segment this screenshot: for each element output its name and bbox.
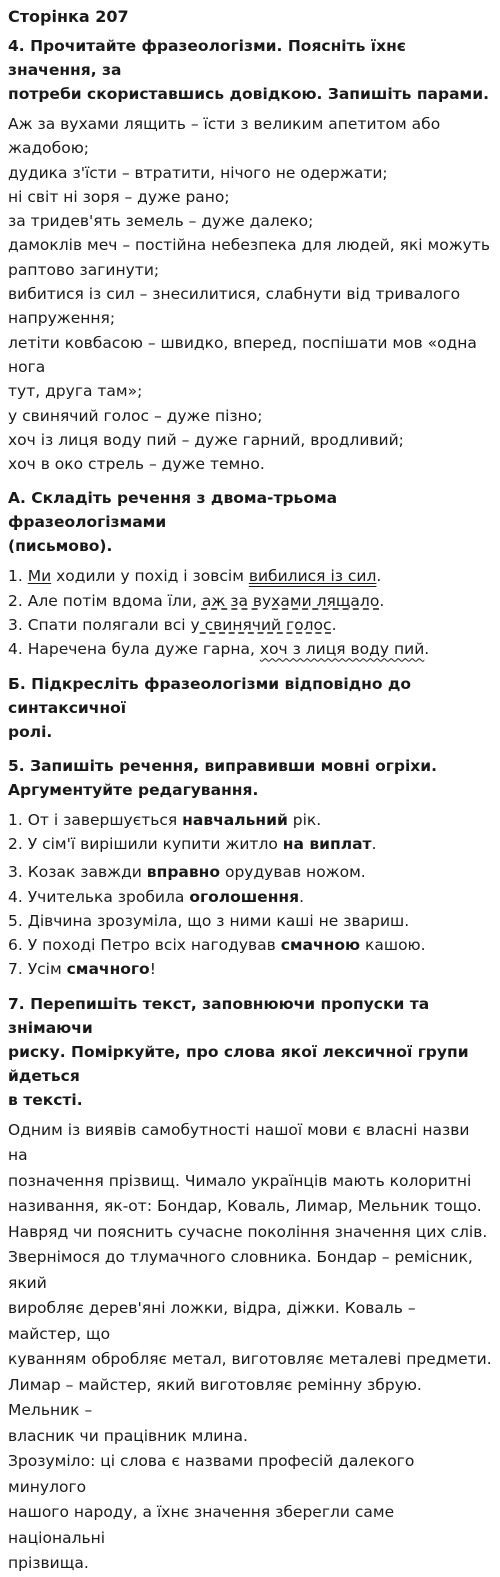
task4-heading-line2: потреби скориставшись довідкою. Запишіть парами.	[8, 85, 489, 103]
sentence-text: орудував ножом.	[220, 863, 366, 882]
phraseologism-predicate: вибилися із сил	[248, 567, 377, 586]
taskA-heading-line2: (письмово).	[8, 537, 113, 556]
sentence-text: 6. У поході Петро всіх нагодував	[8, 936, 281, 955]
sentence-text: 2. У сім'ї вирішили купити житло	[8, 834, 283, 853]
task5-sentence-4	[8, 885, 492, 909]
task4-line: дамоклів меч – постійна небезпека для людей, які можуть	[8, 236, 490, 255]
task7-line: виробляє дерев'яні ложки, відра, діжки. Коваль – майстер, що	[8, 1299, 416, 1343]
task4-line: хоч в око стрель – дуже темно.	[8, 455, 265, 474]
task5-heading-line1: 5. Запишіть речення, виправивши мовні огріхи.	[8, 756, 438, 775]
task4-line: летіти ковбасою – швидко, вперед, поспішати мов «одна нога	[8, 333, 477, 376]
task4-line: дудика з'їсти – втратити, нічого не одержати;	[8, 163, 388, 182]
task4-line: Аж за вухами лящить – їсти з великим апетитом або жадобою;	[8, 115, 441, 158]
task7-text	[8, 1118, 492, 1577]
sentence-text: !	[149, 960, 156, 979]
sentence-text: 3. Козак завжди	[8, 863, 147, 882]
sentence-text: 1. От і завершується	[8, 810, 183, 829]
task4-list	[8, 112, 492, 476]
task7-line: Навряд чи пояснить сучасне покоління значення цих слів.	[8, 1222, 488, 1241]
task4-line: раптово загинути;	[8, 260, 160, 279]
sentence-text: 2. Але потім вдома їли,	[8, 591, 202, 610]
taskB-heading-line1: Б. Підкресліть фразеологізми відповідно до синтаксичної	[8, 674, 412, 717]
sentence-text: 7. Усім	[8, 960, 67, 979]
taskA-sentence-3	[8, 613, 492, 637]
taskA-heading	[8, 486, 492, 558]
task5-sentence-5	[8, 909, 492, 933]
sentence-text: 5. Дівчина зрозуміла, що з ними каші не звариш.	[8, 911, 410, 930]
sentence-text: .	[379, 591, 385, 610]
page-title: Сторінка 207	[8, 7, 129, 26]
task5-heading-line2: Аргументуйте редагування.	[8, 780, 259, 799]
sentence-text: 1.	[8, 567, 28, 586]
sentence-text: 4. Наречена була дуже гарна,	[8, 640, 260, 659]
sentence-text: .	[299, 887, 305, 906]
task5-sentence-1	[8, 808, 492, 832]
task4-line: ні світ ні зоря – дуже рано;	[8, 187, 230, 206]
sentence-text: 3. Спати полягали всі	[8, 616, 191, 635]
task7-line: власник чи працівник млина.	[8, 1426, 248, 1445]
sentence-text: рік.	[287, 810, 322, 829]
taskB-heading	[8, 672, 492, 744]
task4-heading-line1: 4. Прочитайте фразеологізми. Поясніть їхнє значення, за	[8, 37, 406, 79]
corrected-word: вправно	[146, 863, 221, 882]
task7-line: Лимар – майстер, який виготовляє ремінну збрую. Мельник –	[8, 1375, 422, 1420]
task7-line: позначення прізвищ. Чимало українців мають колоритні	[8, 1171, 472, 1190]
phraseologism-adverbial: у свинячий голос	[190, 616, 332, 635]
task7-line: прізвища.	[8, 1554, 89, 1573]
taskB-heading-line2: ролі.	[8, 722, 53, 741]
subject-underlined: Ми	[27, 567, 52, 586]
taskA-heading-line1: А. Складіть речення з двома-трьома фразеологізмами	[8, 489, 338, 532]
corrected-word: смачного	[66, 960, 150, 979]
taskA-sentence-4	[8, 637, 492, 661]
sentence-text: .	[331, 616, 337, 635]
taskA-sentence-2	[8, 589, 492, 613]
task7-heading	[8, 992, 492, 1112]
corrected-word: оголошення	[189, 887, 300, 906]
sentence-text: .	[371, 834, 377, 853]
task7-heading-line2: риску. Поміркуйте, про слова якої лексичної групи йдеться	[8, 1042, 469, 1085]
taskA-sentence-1	[8, 564, 492, 588]
task5-sentence-7	[8, 957, 492, 981]
sentence-text: 4. Учителька зробила	[8, 887, 190, 906]
taskA-sentences	[8, 564, 492, 661]
sentence-text: .	[376, 567, 382, 586]
task5-heading	[8, 754, 492, 802]
task5-sentence-3	[8, 860, 492, 884]
task7-line: Одним із виявів самобутності нашої мови є власні назви на	[8, 1120, 470, 1165]
corrected-word: навчальний	[182, 810, 288, 829]
task4-line: за тридев'ять земель – дуже далеко;	[8, 212, 314, 231]
task4-heading	[8, 34, 492, 106]
task4-line: напруження;	[8, 309, 116, 328]
task7-line: називання, як-от: Бондар, Коваль, Лимар, Мельник тощо.	[8, 1197, 482, 1216]
task4-line: тут, друга там»;	[8, 382, 143, 401]
task7-line: куванням обробляє метал, виготовляє металеві предмети.	[8, 1350, 492, 1369]
corrected-word: смачною	[280, 936, 361, 955]
sentence-text: ходили у похід і зовсім	[51, 567, 249, 586]
sentence-text: кашою.	[360, 936, 426, 955]
task5-sentence-6	[8, 933, 492, 957]
sentence-text: .	[424, 640, 430, 659]
task4-line: хоч із лиця воду пий – дуже гарний, вродливий;	[8, 430, 404, 449]
phraseologism-attribute: хоч з лиця воду пий	[259, 640, 425, 659]
task5-sentence-2	[8, 832, 492, 856]
task4-line: у свинячий голос – дуже пізно;	[8, 406, 263, 425]
task5-sentences	[8, 808, 492, 982]
task7-line: Зрозуміло: ці слова є назвами професій далекого минулого	[8, 1452, 415, 1496]
corrected-word: на виплат	[282, 834, 372, 853]
phraseologism-adverbial: аж за вухами лящало	[201, 591, 380, 610]
task7-line: Звернімося до тлумачного словника. Бондар – ремісник, який	[8, 1248, 473, 1292]
task4-line: вибитися із сил – знесилитися, слабнути від тривалого	[8, 285, 461, 304]
task7-line: нашого народу, а їхнє значення зберегли саме національні	[8, 1503, 395, 1547]
task7-heading-line3: в тексті.	[8, 1090, 83, 1109]
task7-heading-line1: 7. Перепишіть текст, заповнюючи пропуски та знімаючи	[8, 994, 430, 1037]
